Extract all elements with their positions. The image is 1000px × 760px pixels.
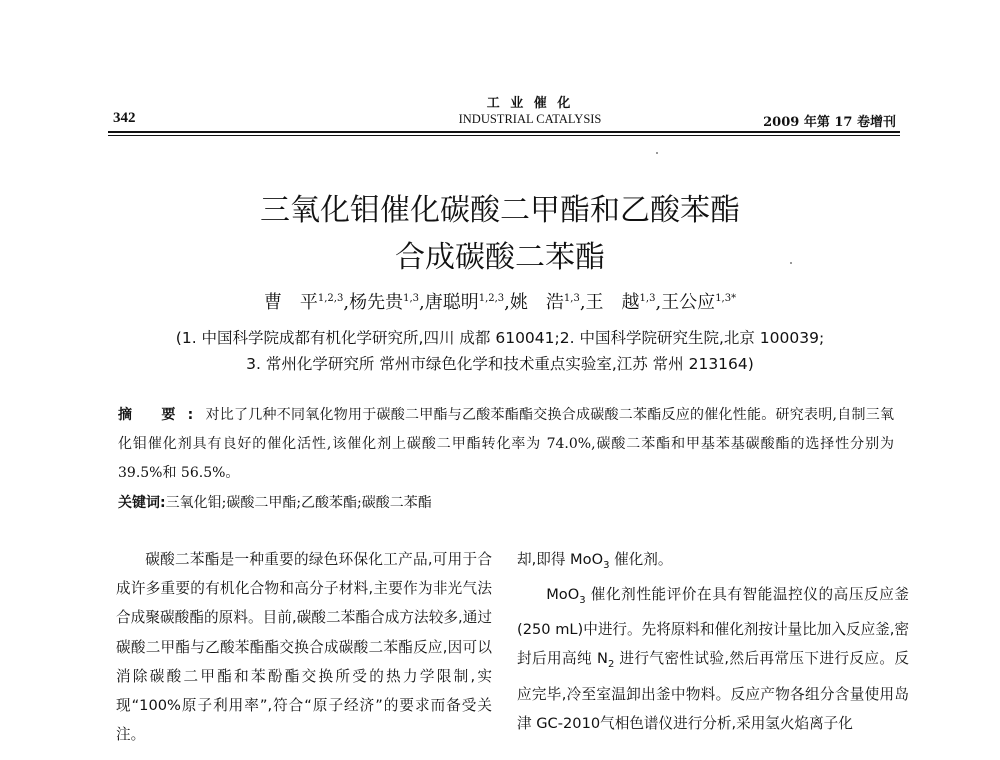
running-header <box>380 92 680 127</box>
header-rule-thick <box>108 131 900 133</box>
text-run: 催化剂。 <box>609 551 673 568</box>
subscript: 3 <box>579 595 586 607</box>
author-affil-mark: 1,3 <box>639 293 656 304</box>
body-paragraph <box>517 580 909 738</box>
abstract <box>118 401 894 488</box>
author-name: 王 越 <box>585 292 640 313</box>
affiliation-line-1: (1. 中国科学院成都有机化学研究所,四川 成都 610041;2. 中国科学院研究生院,北京 100039; <box>175 329 825 347</box>
abstract-text: 对比了几种不同氧化物用于碳酸二甲酯与乙酸苯酯酯交换合成碳酸二苯酯反应的催化性能。研究表明,自制三氧化钼催化剂具有良好的催化活性,该催化剂上碳酸二甲酯转化率为 74.0%,碳酸二苯酯和甲基苯基碳酸酯的选择性分别为 39.5%和 56.5%。 <box>118 407 894 481</box>
journal-title-cn: 工 业 催 化 <box>486 96 574 111</box>
author-name: 唐聪明 <box>424 292 479 313</box>
author-affil-mark: 1,3 <box>563 293 580 304</box>
affiliation-line-2: 3. 常州化学研究所 常州市绿色化学和技术重点实验室,江苏 常州 213164) <box>246 355 754 373</box>
body-column-right <box>517 545 909 738</box>
issue-info: 2009 年第 17 卷增刊 <box>763 115 896 130</box>
author-affil-mark: 1,2,3 <box>478 293 505 304</box>
body-paragraph <box>517 545 909 580</box>
keywords <box>118 492 894 512</box>
subscript: 3 <box>603 559 610 571</box>
page-number: 342 <box>113 110 136 126</box>
author-name: 杨先贵 <box>349 292 404 313</box>
paper-title-line-2: 合成碳酸二苯酯 <box>395 240 605 275</box>
author-name: 姚 浩 <box>509 292 564 313</box>
body-paragraph: 碳酸二苯酯是一种重要的绿色环保化工产品,可用于合成许多重要的有机化合物和高分子材料,主要作为非光气法合成聚碳酸酯的原料。目前,碳酸二苯酯合成方法较多,通过碳酸二甲酯与乙酸苯酯酯交换合成碳酸二苯酯反应,因可以消除碳酸二甲酯和苯酚酯交换所受的热力学限制,实现“100%原子利用率”,符合“原子经济”的要求而备受关注。 <box>116 551 492 744</box>
author-list: 曹 平$^{1,2,3}$,杨先贵$^{1,3}$,唐聪明$^{1,2,3}$,姚 浩$^{1,3}$,王 越$^{1,3}$,王公应$^{1,3*}$ <box>263 292 737 313</box>
subscript: 2 <box>607 659 615 671</box>
keywords-text: 三氧化钼;碳酸二甲酯;乙酸苯酯;碳酸二苯酯 <box>165 495 432 511</box>
body-column-left <box>116 545 492 749</box>
text-run: 催化剂性能评价在具有智能温控仪的高压反应釜(250 mL)中进行。先将原料和催化剂按计量比加入反应釜,密封后用高纯 N <box>517 586 909 668</box>
journal-title-en: INDUSTRIAL CATALYSIS <box>458 112 602 126</box>
author-name: 曹 平 <box>263 292 318 313</box>
text-run: MoO <box>546 586 580 604</box>
keywords-label: 关键词: <box>118 495 166 511</box>
text-run: 进行气密性试验,然后再常压下进行反应。反应完毕,冷至室温卸出釜中物料。反应产物各组分含量使用岛津 GC-2010气相色谱仪进行分析,采用氢火焰离子化 <box>517 650 910 732</box>
scan-speck <box>656 152 658 154</box>
abstract-label: 摘 要: <box>118 407 206 423</box>
author-affil-mark: 1,2,3 <box>317 293 344 304</box>
author-affil-mark: 1,3* <box>715 293 737 304</box>
text-run: 却,即得 MoO <box>517 551 604 568</box>
paper-title-line-1: 三氧化钼催化碳酸二甲酯和乙酸苯酯 <box>260 193 740 228</box>
author-name: 王公应 <box>661 292 716 313</box>
header-rule-thin <box>108 135 900 136</box>
author-affil-mark: 1,3 <box>403 293 419 304</box>
